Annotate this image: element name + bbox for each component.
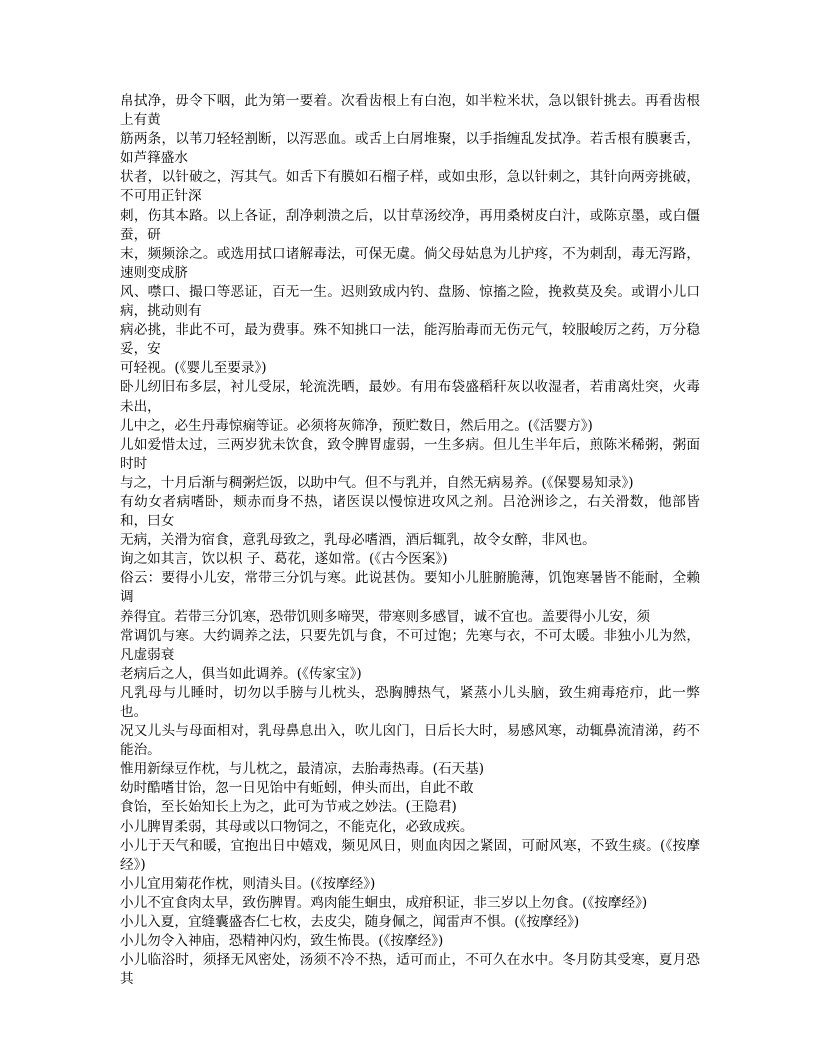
text-line: 小儿临浴时，须择无风密处，汤须不冷不热，适可而止，不可久在水中。冬月防其受寒，夏月恐其 — [120, 952, 700, 988]
text-line: 筋两条，以苇刀轻轻割断，以泻恶血。或舌上白屑堆聚，以手指缠乱发拭净。若舌根有膜裹舌，如芦箨盛水 — [120, 131, 700, 167]
text-line: 俗云：要得小儿安，常带三分饥与寒。此说甚伪。要知小儿脏腑脆薄，饥饱寒暑皆不能耐，全赖调 — [120, 570, 700, 606]
text-line: 询之如其言，饮以枳 子、葛花，遂如常。(《古今医案》) — [120, 551, 448, 568]
text-line: 卧儿纫旧布多层，衬儿受尿，轮流洗晒，最妙。有用布袋盛稻秆灰以收湿者，若甫离灶突，火毒未出， — [120, 379, 700, 415]
text-line: 小儿不宜食肉太早，致伤脾胃。鸡肉能生蛔虫，成疳积证，非三岁以上勿食。(《按摩经》) — [120, 894, 648, 911]
text-line: 幼时酷嗜甘饴，忽一日见饴中有蚯蚓，伸头而出，自此不敢 — [120, 780, 474, 797]
document-page — [120, 92, 700, 989]
text-line: 常调饥与寒。大约调养之法，只要先饥与食，不可过饱；先寒与衣，不可太暖。非独小儿为然，凡虚弱衰 — [120, 627, 700, 663]
text-line: 与之，十月后渐与稠粥烂饭，以助中气。但不与乳并，自然无病易养。(《保婴易知录》) — [120, 474, 634, 491]
text-line: 食饴，至长始知长上为之，此可为节戒之妙法。(王隐君) — [120, 799, 457, 816]
text-line: 小儿宜用菊花作枕，则清头目。(《按摩经》) — [120, 875, 376, 892]
text-line: 无病，关滑为宿食，意乳母致之，乳母必嗜酒，酒后辄乳，故令女醉，非风也。 — [120, 532, 596, 549]
text-line: 可轻视。(《婴儿至要录》) — [120, 360, 267, 377]
text-line: 风、噤口、撮口等恶证，百无一生。迟则致成内钓、盘肠、惊搐之险，挽救莫及矣。或谓小儿口病，挑动则有 — [120, 283, 700, 320]
text-line: 帛拭净，毋令下咽，此为第一要着。次看齿根上有白泡，如半粒米状，急以银针挑去。再看齿根上有黄 — [120, 93, 700, 129]
text-line: 况又儿头与母面相对，乳母鼻息出入，吹儿囟门，日后长大时，易感风寒，动辄鼻流清涕，药不能治。 — [120, 723, 700, 759]
text-line: 末，频频涂之。或选用拭口诸解毒法，可保无虞。倘父母姑息为儿护疼，不为刺刮，毒无泻路，速则变成脐 — [120, 245, 700, 281]
text-line: 病必挑，非此不可，最为费事。殊不知挑口一法，能泻胎毒而无伤元气，较服峻厉之药，万分稳妥，安 — [120, 322, 700, 358]
text-line: 儿如爱惜太过，三两岁犹未饮食，致令脾胃虚弱，一生多病。但儿生半年后，煎陈米稀粥，粥面时时 — [120, 436, 700, 472]
text-line: 儿中之，必生丹毒惊痫等证。必须将灰筛净，预贮数日，然后用之。(《活婴方》) — [120, 417, 593, 434]
text-line: 有幼女者病嗜卧，颊赤而身不热，诸医误以慢惊进攻风之剂。吕沧洲诊之，右关滑数，他部皆和，曰女 — [120, 493, 700, 530]
text-line: 小儿脾胃柔弱，其母或以口物饲之，不能克化，必致成疾。 — [120, 818, 474, 835]
text-line: 凡乳母与儿睡时，切勿以手膀与儿枕头，恐胸膊热气，紧蒸小儿头脑，致生痈毒疮疖，此一弊也。 — [120, 684, 700, 720]
text-line: 惟用新绿豆作枕，与儿枕之，最清凉，去胎毒热毒。(石天基) — [120, 761, 485, 778]
text-line: 老病后之人，俱当如此调养。(《传家宝》) — [120, 665, 362, 682]
text-line: 刺，伤其本路。以上各证，刮净刺溃之后，以甘草汤绞净，再用桑树皮白汁，或陈京墨，或白僵蚕，研 — [120, 207, 700, 243]
text-line: 养得宜。若带三分饥寒，恐带饥则多啼哭，带寒则多感冒，诚不宜也。盖要得小儿安，须 — [120, 608, 651, 625]
text-line: 状者，以针破之，泻其气。如舌下有膜如石榴子样，或如虫形，急以针刺之，其针向两旁挑破，不可用正针深 — [120, 169, 700, 205]
text-line: 小儿于天气和暖，宜抱出日中嬉戏，频见风日，则血肉因之紧固，可耐风寒，不致生痰。(《按摩经》) — [120, 837, 700, 873]
text-line: 小儿勿令入神庙，恐精神闪灼，致生怖畏。(《按摩经》) — [120, 933, 444, 950]
text-line: 小儿入夏，宜缝囊盛杏仁七枚，去皮尖，随身佩之，闻雷声不惧。(《按摩经》) — [120, 914, 580, 931]
